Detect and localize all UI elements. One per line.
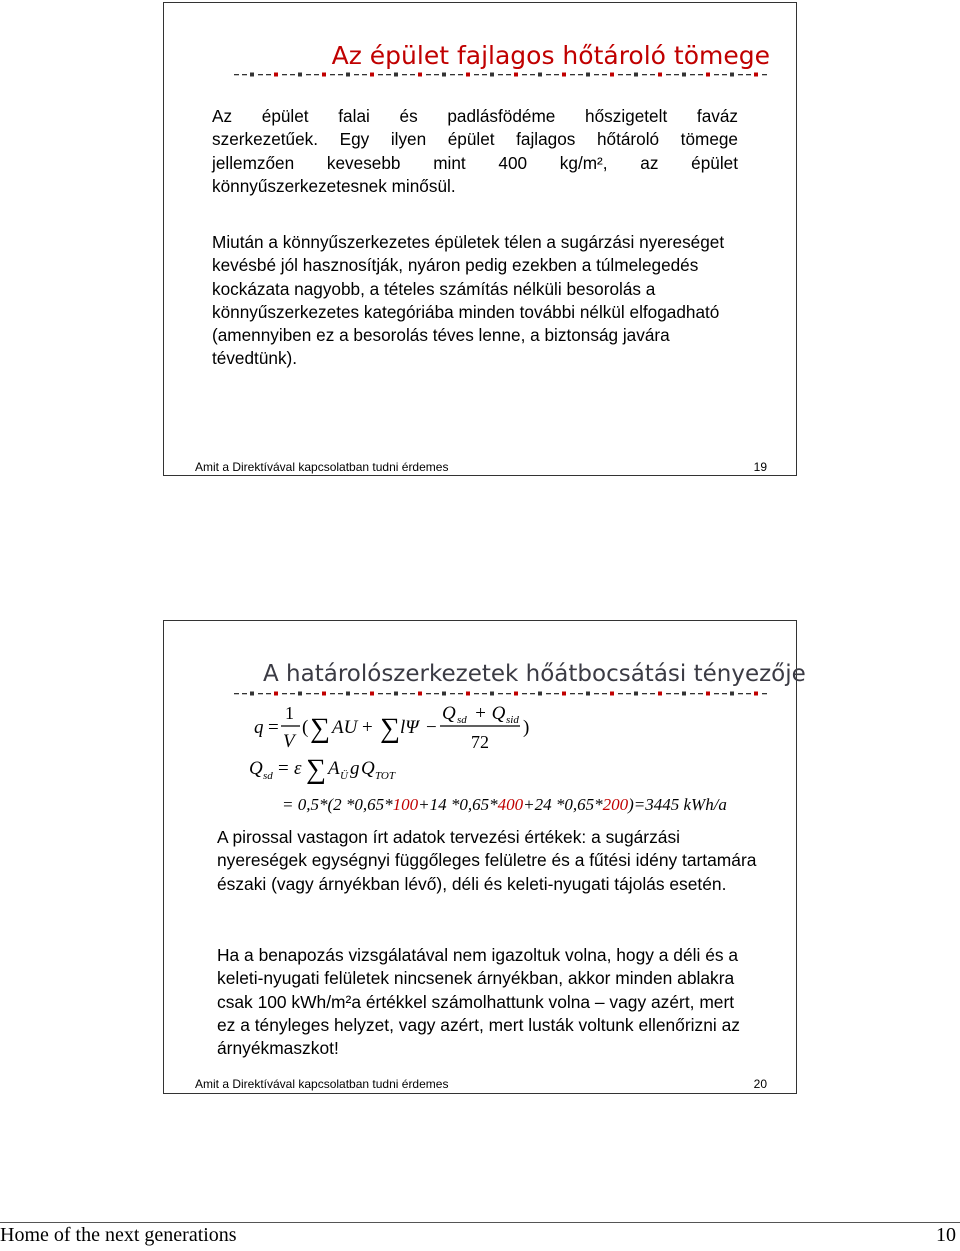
divider-dash bbox=[354, 74, 359, 75]
calc-suffix: )=3445 kWh/a bbox=[628, 795, 727, 814]
divider-marker bbox=[610, 73, 614, 77]
divider-dash bbox=[410, 74, 415, 75]
divider-marker bbox=[418, 73, 422, 77]
divider-dash bbox=[722, 74, 727, 75]
divider-dash bbox=[594, 74, 599, 75]
slide-title: Az épület fajlagos hőtároló tömege bbox=[331, 41, 770, 70]
page-number: 10 bbox=[936, 1224, 956, 1246]
divider-dash bbox=[314, 74, 319, 75]
slide-19 bbox=[163, 2, 797, 476]
formula-equals2: = bbox=[278, 758, 289, 779]
formula-q-num: Q bbox=[442, 703, 456, 724]
slide-footer: Amit a Direktívával kapcsolatban tudni érdemes bbox=[195, 460, 449, 474]
divider-marker bbox=[706, 73, 710, 77]
page-footer-rule bbox=[0, 1222, 960, 1223]
divider-marker bbox=[298, 73, 302, 77]
slide-number: 20 bbox=[753, 1077, 767, 1091]
divider-dash bbox=[498, 74, 503, 75]
divider-dash bbox=[426, 74, 431, 75]
divider-dash bbox=[434, 74, 439, 75]
slide-footer: Amit a Direktívával kapcsolatban tudni érdemes bbox=[195, 1077, 449, 1091]
calc-value-south: 400 bbox=[497, 795, 524, 814]
divider-marker bbox=[730, 73, 734, 77]
divider-dash bbox=[458, 74, 463, 75]
divider-marker bbox=[250, 73, 254, 77]
title-divider bbox=[234, 71, 770, 79]
divider-dash bbox=[530, 74, 535, 75]
formula-sub-u: Ü bbox=[340, 770, 348, 782]
divider-dash bbox=[290, 74, 295, 75]
slide-20 bbox=[163, 620, 806, 1094]
divider-dash bbox=[258, 74, 263, 75]
divider-dash bbox=[642, 74, 647, 75]
divider-marker bbox=[538, 73, 542, 77]
divider-dash bbox=[578, 74, 583, 75]
sum-symbol: ∑ bbox=[380, 713, 400, 744]
divider-marker bbox=[466, 73, 470, 77]
divider-dash bbox=[570, 74, 575, 75]
paragraph-shading: Ha a benapozás vizsgálatával nem igazoltuk volna, hogy a déli és a keleti-nyugati felületek nincsenek árnyékban, akkor minden ablakra csak 100 kWh/m²a értékkel számolhattunk volna – vagy azért, mert ez a tényleges helyzet, vagy azért, mert lusták voltunk ellenőrizni az árnyékmaszkot! bbox=[217, 945, 740, 1059]
divider-marker bbox=[394, 73, 398, 77]
paragraph-line: Az épület falai és padlásfödéme hőszigetelt faváz bbox=[212, 106, 738, 126]
divider-dash bbox=[338, 74, 343, 75]
sum-symbol: ∑ bbox=[306, 754, 326, 785]
divider-marker bbox=[442, 73, 446, 77]
divider-dash bbox=[474, 74, 479, 75]
formula-q2: Q bbox=[249, 758, 263, 779]
divider-dash bbox=[266, 74, 271, 75]
paragraph-intro bbox=[212, 105, 738, 198]
divider-marker bbox=[274, 73, 278, 77]
divider-dash bbox=[242, 74, 247, 75]
divider-marker bbox=[370, 73, 374, 77]
divider-dash bbox=[522, 74, 527, 75]
divider-dash bbox=[506, 74, 511, 75]
divider-dash bbox=[234, 74, 239, 75]
divider-dash bbox=[402, 74, 407, 75]
divider-dash bbox=[330, 74, 335, 75]
divider-marker bbox=[322, 73, 326, 77]
paragraph-line: jellemzően kevesebb mint 400 kg/m², az épület bbox=[212, 152, 738, 173]
formula-one: 1 bbox=[285, 703, 294, 723]
divider-marker bbox=[562, 73, 566, 77]
divider-dash bbox=[386, 74, 391, 75]
divider-dash bbox=[738, 74, 743, 75]
divider-marker bbox=[754, 73, 758, 77]
page-footer-text: Home of the next generations bbox=[0, 1224, 237, 1246]
calculation-line bbox=[282, 795, 727, 815]
formula-paren-close: ) bbox=[523, 717, 530, 738]
divider-marker bbox=[682, 73, 686, 77]
formula-plus: + bbox=[362, 717, 373, 738]
formula-v: V bbox=[283, 731, 295, 752]
formula-plus-q: + Q bbox=[474, 703, 506, 724]
divider-dash bbox=[378, 74, 383, 75]
divider-dash bbox=[450, 74, 455, 75]
divider-dash bbox=[762, 74, 767, 75]
formula-q3: Q bbox=[361, 758, 375, 779]
paragraph-lightweight: Miután a könnyűszerkezetes épületek télen a sugárzási nyereséget kevésbé jól hasznosítják, nyáron pedig ezekben a túlmelegedés kockázata nagyobb, a tételes számítás nélküli besorolás a könnyűszerkezetes kategóriába minden további nélkül elfogadható (amennyiben ez a besorolás téves lenne, a biztonság javára tévedtünk). bbox=[212, 232, 725, 369]
formula-sub-sd: sd bbox=[457, 714, 467, 726]
sum-symbol: ∑ bbox=[310, 713, 330, 744]
formula-lpsi: lΨ bbox=[400, 717, 419, 738]
divider-marker bbox=[514, 73, 518, 77]
divider-dash bbox=[626, 74, 631, 75]
formula-q: q bbox=[254, 717, 264, 738]
calc-value-eastwest: 200 bbox=[602, 795, 629, 814]
slide-number: 19 bbox=[753, 460, 767, 474]
formula-sub-sd2: sd bbox=[263, 770, 273, 782]
divider-marker bbox=[346, 73, 350, 77]
divider-dash bbox=[690, 74, 695, 75]
paragraph-line: könnyűszerkezetesnek minősül. bbox=[212, 175, 456, 196]
divider-dash bbox=[602, 74, 607, 75]
divider-dash bbox=[554, 74, 559, 75]
calc-prefix: = 0,5*(2 *0,65* bbox=[282, 795, 393, 814]
formula-minus: − bbox=[426, 717, 437, 738]
divider-dash bbox=[482, 74, 487, 75]
divider-marker bbox=[490, 73, 494, 77]
paragraph-line: szerkezetűek. Egy ilyen épület fajlagos hőtároló tömege bbox=[212, 129, 738, 150]
formula-72: 72 bbox=[471, 732, 489, 752]
formula-au: AU bbox=[332, 717, 358, 738]
calc-mid2: +24 *0,65* bbox=[523, 795, 603, 814]
divider-dash bbox=[674, 74, 679, 75]
divider-marker bbox=[658, 73, 662, 77]
formula-equals: = bbox=[268, 717, 279, 738]
divider-dash bbox=[306, 74, 311, 75]
divider-dash bbox=[650, 74, 655, 75]
divider-dash bbox=[362, 74, 367, 75]
divider-dash bbox=[546, 74, 551, 75]
divider-dash bbox=[714, 74, 719, 75]
divider-dash bbox=[746, 74, 751, 75]
formula-sub-sid: sid bbox=[506, 714, 519, 726]
divider-marker bbox=[634, 73, 638, 77]
formula-paren-open: ( bbox=[302, 717, 309, 738]
divider-dash bbox=[282, 74, 287, 75]
calc-mid1: +14 *0,65* bbox=[418, 795, 498, 814]
formula-a: A bbox=[328, 758, 340, 779]
formula-epsilon: ε bbox=[294, 758, 302, 779]
slide-title: A határolószerkezetek hőátbocsátási tényezője bbox=[263, 661, 806, 687]
divider-dash bbox=[666, 74, 671, 75]
formula-sub-tot: TOT bbox=[375, 770, 395, 782]
calc-value-north: 100 bbox=[392, 795, 419, 814]
paragraph-design-values: A pirossal vastagon írt adatok tervezési értékek: a sugárzási nyereségek egységnyi függőleges felületre és a fűtési idény tartamára északi (vagy árnyékban lévő), déli és keleti-nyugati tájolás esetén. bbox=[217, 827, 757, 894]
formula-g: g bbox=[350, 758, 360, 779]
divider-marker bbox=[586, 73, 590, 77]
divider-dash bbox=[698, 74, 703, 75]
divider-dash bbox=[618, 74, 623, 75]
